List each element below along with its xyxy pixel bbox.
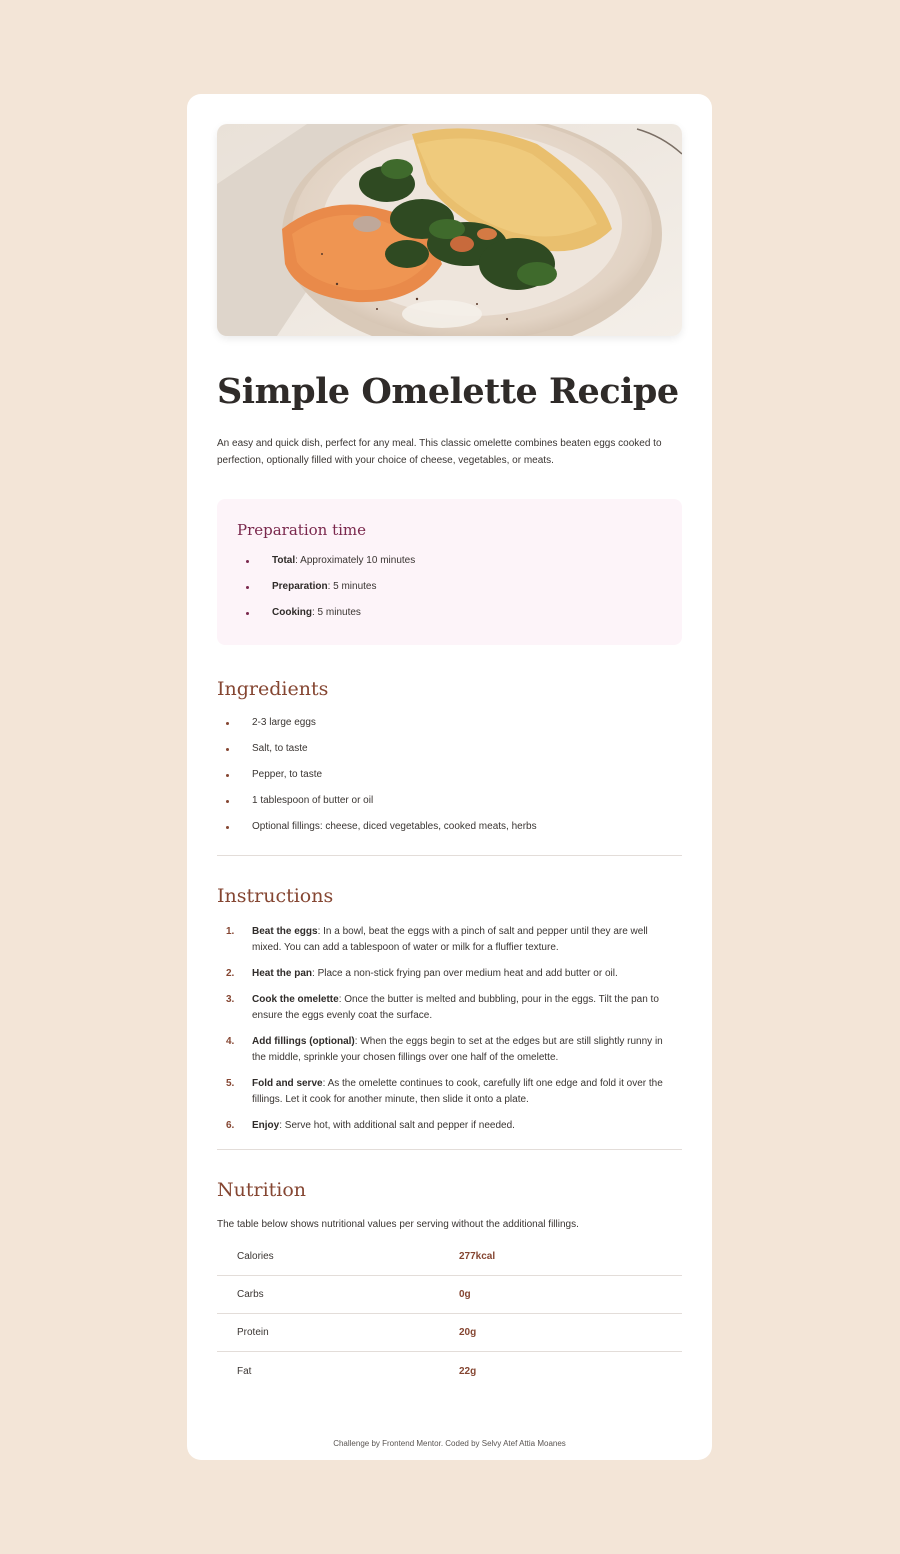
step-text: : Place a non-stick frying pan over medium heat and add butter or oil. — [312, 968, 618, 979]
recipe-title: Simple Omelette Recipe — [217, 371, 679, 412]
prep-value: : Approximately 10 minutes — [295, 555, 416, 566]
step-text: : Serve hot, with additional salt and pepper if needed. — [279, 1120, 515, 1131]
list-item — [217, 1076, 677, 1108]
step-number: 3. — [226, 994, 235, 1005]
list-item — [217, 1118, 677, 1134]
list-item — [217, 1034, 677, 1066]
step-text: : As the omelette continues to cook, carefully lift one edge and fold it over the fillings. Let it cook for another minute, then slide it onto a plate. — [252, 1078, 663, 1105]
instructions-list — [217, 924, 682, 1134]
nutrient-value: 22g — [459, 1365, 477, 1377]
prep-label: Total — [272, 555, 296, 566]
preparation-heading: Preparation time — [237, 521, 367, 539]
step-label: Heat the pan — [252, 968, 313, 979]
list-item — [217, 992, 677, 1024]
step-text: : When the eggs begin to set at the edges but are still slightly runny in the middle, sprinkle your chosen fillings over one half of the omelette. — [252, 1036, 663, 1063]
step-number: 5. — [226, 1078, 235, 1089]
nutrient-value: 20g — [459, 1327, 477, 1338]
step-label: Cook the omelette — [252, 994, 339, 1005]
step-number: 2. — [226, 968, 235, 979]
divider — [217, 1149, 682, 1150]
list-item — [217, 924, 677, 956]
recipe-card — [187, 94, 712, 1460]
step-text: : In a bowl, beat the eggs with a pinch of salt and pepper until they are well mixed. You can add a tablespoon of water or milk for a fluffier texture. — [252, 926, 648, 953]
omelette-image — [217, 124, 682, 336]
step-label: Fold and serve — [252, 1078, 323, 1089]
prep-label: Preparation — [272, 581, 328, 592]
list-item: Salt, to taste — [217, 743, 682, 769]
nutrient-label: Carbs — [237, 1289, 264, 1300]
list-item: Optional fillings: cheese, diced vegetables, cooked meats, herbs — [217, 821, 682, 847]
step-number: 4. — [226, 1036, 235, 1047]
instructions-section — [217, 885, 682, 1134]
list-item: 2-3 large eggs — [217, 717, 682, 743]
prep-value: : 5 minutes — [327, 581, 377, 592]
nutrient-label: Calories — [237, 1251, 274, 1262]
instructions-heading: Instructions — [217, 885, 334, 907]
omelette-photo — [217, 124, 682, 336]
ingredients-list — [217, 717, 682, 847]
list-item: 1 tablespoon of butter or oil — [217, 795, 682, 821]
step-label: Enjoy — [252, 1120, 280, 1131]
nutrient-value: 0g — [459, 1289, 471, 1300]
list-item — [237, 581, 662, 607]
step-label: Add fillings (optional) — [252, 1036, 355, 1047]
list-item — [237, 555, 662, 581]
table-row — [217, 1352, 682, 1390]
preparation-list — [237, 555, 662, 633]
ingredients-heading: Ingredients — [217, 678, 329, 700]
table-row — [217, 1314, 682, 1352]
ingredients-section — [217, 678, 682, 847]
list-item: Pepper, to taste — [217, 769, 682, 795]
preparation-time-box — [217, 499, 682, 645]
nutrition-heading: Nutrition — [217, 1179, 307, 1201]
nutrient-label: Fat — [237, 1365, 252, 1377]
list-item — [237, 607, 662, 633]
prep-label: Cooking — [272, 607, 312, 618]
list-item — [217, 966, 677, 982]
step-label: Beat the eggs — [252, 926, 318, 937]
recipe-intro: An easy and quick dish, perfect for any meal. This classic omelette combines beaten eggs cooked to perfection, optionally filled with your choice of cheese, vegetables, or meats. — [217, 438, 662, 466]
step-number: 6. — [226, 1120, 235, 1131]
table-row — [217, 1276, 682, 1314]
nutrition-note: The table below shows nutritional values per serving without the additional fillings. — [217, 1219, 579, 1230]
prep-value: : 5 minutes — [312, 607, 361, 618]
step-number: 1. — [226, 926, 235, 937]
nutrition-section — [217, 1179, 682, 1390]
attribution-footer: Challenge by Frontend Mentor. Coded by Selvy Atef Attia Moanes — [333, 1439, 566, 1448]
nutrient-label: Protein — [237, 1327, 269, 1338]
table-row — [217, 1238, 682, 1276]
nutrient-value: 277kcal — [459, 1251, 496, 1262]
divider — [217, 855, 682, 856]
nutrition-table — [217, 1238, 682, 1390]
step-text: : Once the butter is melted and bubbling, pour in the eggs. Tilt the pan to ensure the eggs evenly coat the surface. — [252, 994, 659, 1021]
